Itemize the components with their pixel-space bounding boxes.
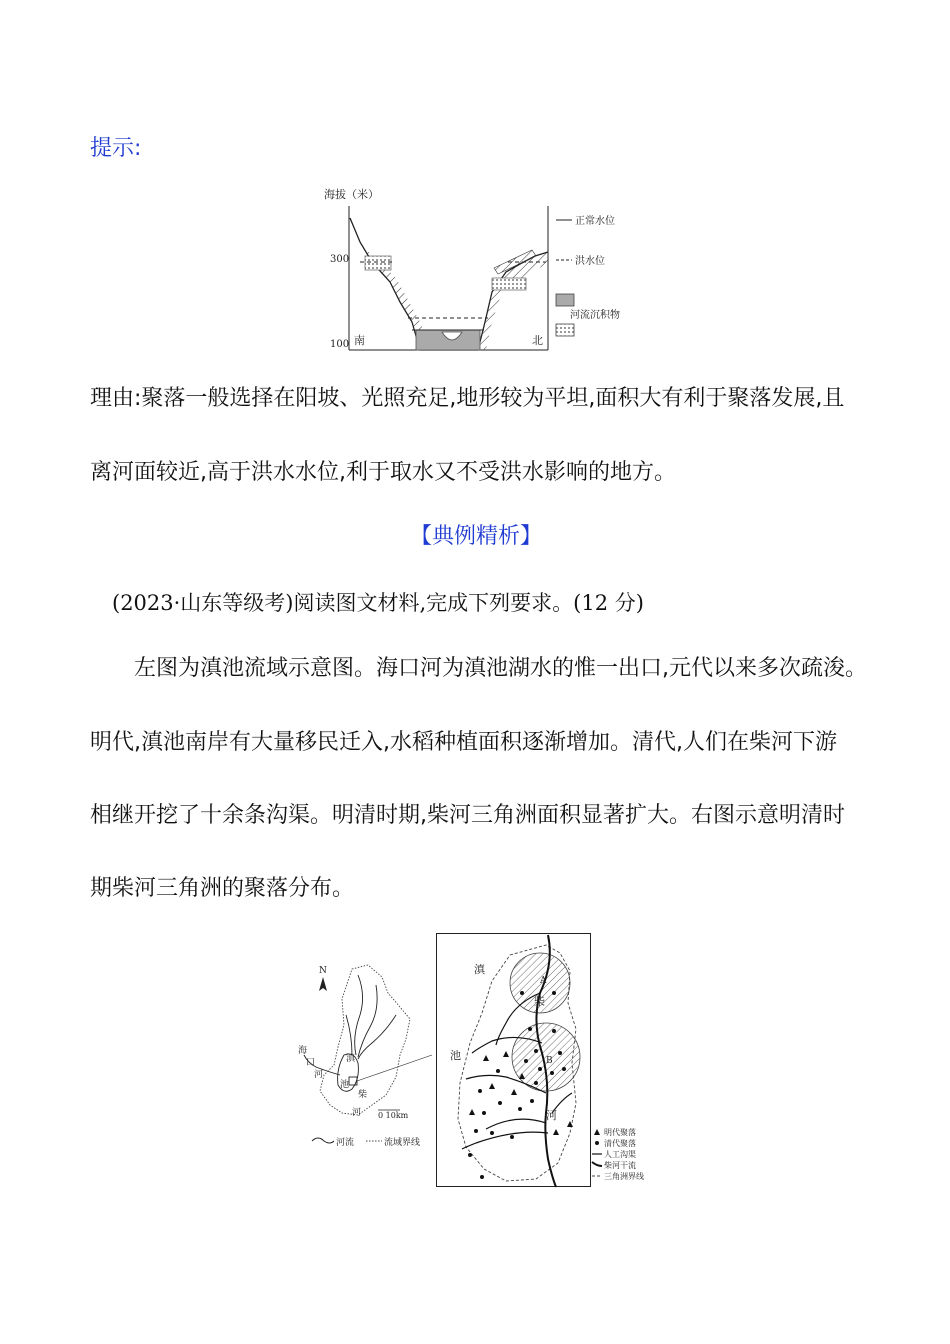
tick-300: 300 <box>330 254 350 265</box>
he-label-right: 河 <box>546 1109 557 1122</box>
legend-main-river: 柴河干流 <box>604 1161 636 1170</box>
north-arrow-icon <box>319 977 327 991</box>
haikou-label-1: 海 <box>298 1046 308 1056</box>
label-b: B <box>546 1056 553 1066</box>
section-title: 【典例精析】 <box>410 524 543 549</box>
haikou-label-2: 口 <box>306 1058 316 1068</box>
legend-canal: 人工沟渠 <box>604 1150 636 1159</box>
chai-he-label: 河 <box>352 1108 362 1118</box>
chi-label: 池 <box>340 1080 350 1090</box>
dian-label: 滇 <box>346 1054 356 1064</box>
chai-label-right: 柴 <box>534 995 545 1008</box>
question-para-4: 期柴河三角洲的聚落分布。 <box>90 876 355 901</box>
haikou-label-3: 河 <box>314 1070 324 1080</box>
scale-label: 0 10km <box>378 1111 409 1120</box>
chi-label-right: 池 <box>450 1049 461 1062</box>
legend-river: 河流 <box>336 1138 355 1148</box>
question-para-1: 左图为滇池流域示意图。海口河为滇池湖水的惟一出口,元代以来多次疏浚。 <box>134 656 867 681</box>
profile-y-label: 海拔（米） <box>324 188 379 201</box>
label-north: 北 <box>532 334 543 347</box>
hint-label: 提示: <box>90 136 142 161</box>
basin-map <box>296 955 436 1155</box>
reason-line-2: 离河面较近,高于洪水水位,利于取水又不受洪水影响的地方。 <box>90 460 676 485</box>
question-source: (2023·山东等级考)阅读图文材料,完成下列要求。(12 分) <box>112 591 644 615</box>
reason-line-1: 理由:聚落一般选择在阳坡、光照充足,地形较为平坦,面积大有利于聚落发展,且 <box>90 386 845 411</box>
legend-sediment: 河流沉积物 <box>570 310 620 321</box>
question-para-2: 明代,滇池南岸有大量移民迁入,水稻种植面积逐渐增加。清代,人们在柴河下游 <box>90 730 837 755</box>
chai-label: 柴 <box>358 1090 368 1100</box>
label-south: 南 <box>354 334 365 347</box>
dian-label-right: 滇 <box>474 963 485 976</box>
legend-flood-water: 洪水位 <box>575 256 605 267</box>
tick-100: 100 <box>330 339 350 350</box>
delta-map <box>436 933 660 1189</box>
legend-qing: 清代聚落 <box>604 1139 636 1148</box>
question-para-3: 相继开挖了十余条沟渠。明清时期,柴河三角洲面积显著扩大。右图示意明清时 <box>90 803 845 828</box>
legend-normal-water: 正常水位 <box>575 216 615 227</box>
label-a: A <box>540 976 547 986</box>
legend-delta-boundary: 三角洲界线 <box>604 1172 644 1181</box>
valley-profile-figure <box>320 182 640 354</box>
legend-ming: 明代聚落 <box>604 1128 636 1137</box>
legend-boundary: 流域界线 <box>384 1138 421 1148</box>
north-label: N <box>319 966 327 976</box>
